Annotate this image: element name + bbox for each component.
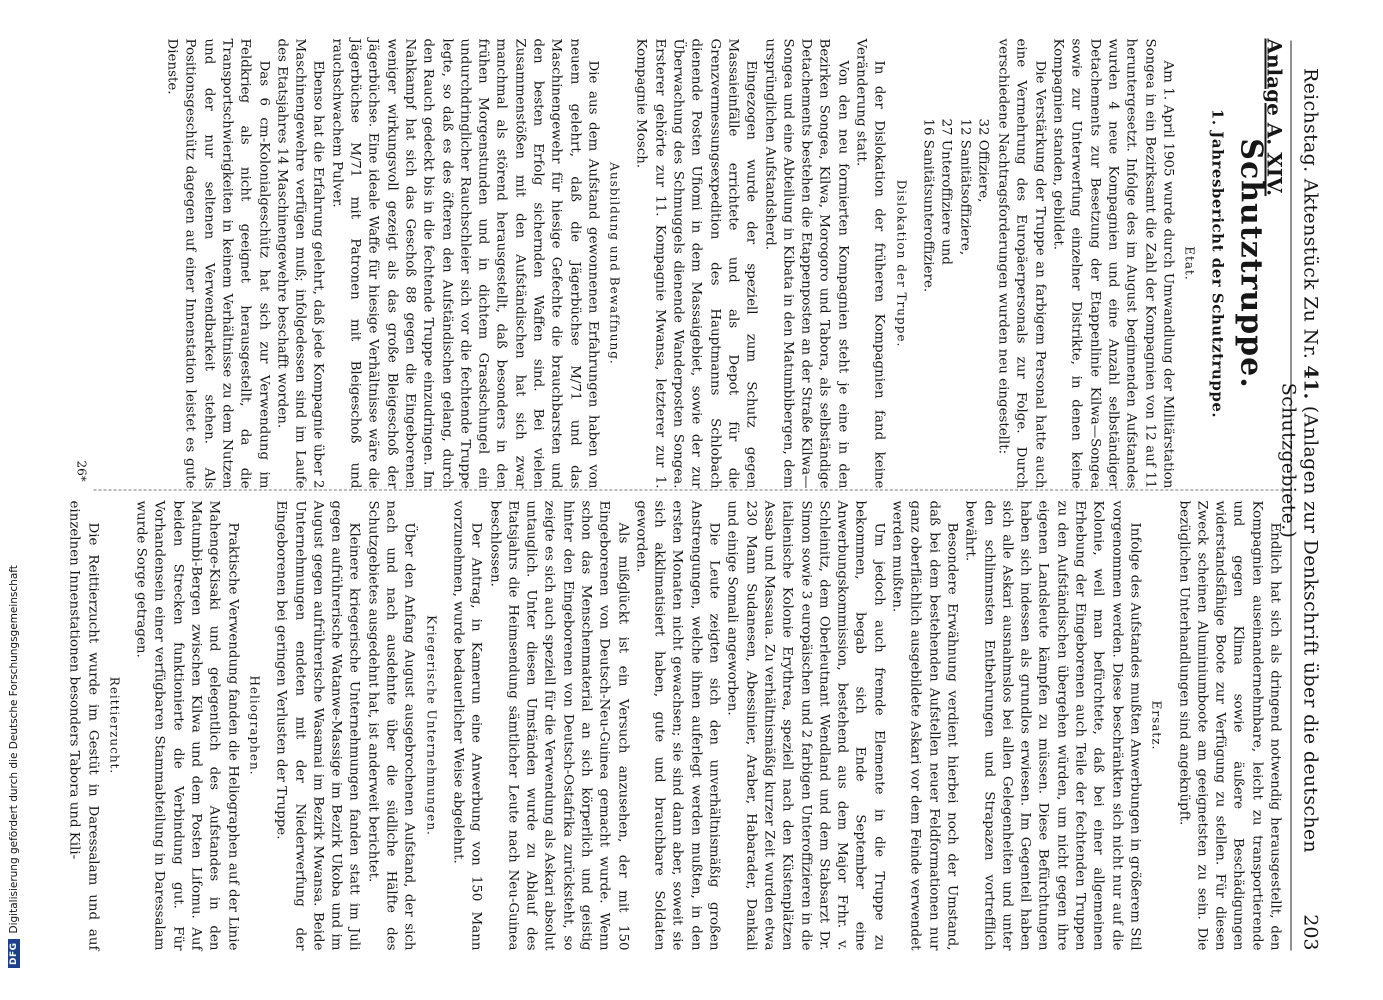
running-head-pre: Reichstag. Aktenstück Zu Nr. [1299, 67, 1321, 359]
subheading-reittierzucht: Reittierzucht. [106, 676, 121, 774]
paragraph: Das 6 cm-Kolonialgeschütz hat sich zur Verwendung im Feldkrieg als nicht geeignet herausgestellt, da die Transportschwierigkeiten in keinem Verhältnisse zu dem Nutzen und der nur seltenen Verwendbarkeit stehen. Als Positionsgeschütz dagegen auf einer Innenstation leistet es gute Dienste. [164, 38, 271, 488]
paragraph: Die aus dem Aufstand gewonnenen Erfahrungen haben von neuem gelehrt, daß die Jägerbüchse M/71 und das Maschinengewehr für hiesige Gefechte die brauchbarsten und den besten Erfolg sichernden Waffen sind. Bei vielen Zusammenstößen mit den Aufständischen hat sich zwar manchmal als störend herausgestellt, daß besonders in den frühen Morgenstunden und in dichtem Grasdschungel ein undurchdringlicher Rauchschleier sich vor die fechtende Truppe legte, so daß es des öfteren den Aufständischen gelang, durch den Rauch gedeckt bis in die fechtende Truppe einzudringen. Im Nahkampf hat sich das Geschoß 88 gegen die Eingeborenen weniger wirkungsvoll gezeigt als das große Bleigeschoß der Jägerbüchse. Eine ideale Waffe für hiesige Verhältnisse wäre die Jägerbüchse M/71 mit Patronen mit Bleigeschoß und rauchschwachem Pulver. [328, 38, 600, 488]
subheading-kriegerisch: Kriegerische Unternehmungen. [423, 614, 438, 836]
list-item: 16 Sanitätsunteroffiziere. [919, 118, 935, 292]
paragraph: Eingezogen wurde der speziell zum Schutz gegen Massaieinfälle errichtete und als Depot für die Grenzvermessungsexpedition des Hauptmanns Schlobach dienende Posten Ufiomi in dem Massaigebiet, sowie der zur Überwachung des Schmuggels dienende Wanderposten Songea. Ersterer gehörte zur 11. Kompagnie Mwansa, letzterer zur 1. Kompagnie Mosch. [633, 38, 759, 488]
list-item: 12 Sanitätsoffiziere, [956, 118, 972, 255]
paragraph: Die Leute zeigten sich den unverhältnismäßig großen Anstrengungen, welche ihnen auferlegt werden mußten, in den ersten Monaten nicht gewachsen; sie sind dann aber, soweit sie sich akklimatisiert haben, gute und brauchbare Soldaten geworden. [632, 500, 722, 950]
paragraph: Der Antrag, in Kamerun eine Anwerbung von 150 Mann vorzunehmen, wurde bedauerlicher Weise abgelehnt. [449, 500, 484, 950]
signature-mark: 26* [74, 460, 88, 482]
list-item: 27 Unteroffiziere und [938, 118, 954, 265]
paragraph: Die Reittierzucht wurde im Gestüt in Daressalam und auf einzelnen Innenstationen besonders Tabora und Kili- [66, 500, 100, 950]
paragraph: Um jedoch auch fremde Elemente in die Truppe zu bekommen, begab sich Ende September eine Anwerbungskommission, bestehend aus dem Major Frhr. v. Schleinitz, dem Oberleutnant Wendland und dem Stabsarzt Dr. Simon sowie 3 europäischen und 2 farbigen Unteroffizieren in die italienische Kolonie Erythrea, speziell nach den Küstenplätzen Assab und Massaua. Zu verhältnismäßig kurzer Zeit wurden etwa 230 Mann Sudanesen, Abessinier, Araber, Habarader, Dankali und einige Somali angeworben. [724, 500, 886, 950]
credit-text: Digitalisierung gefördert durch die Deutsche Forschungsgemeinschaft [8, 565, 20, 934]
annex-label: Anlage A. XIV. [1262, 38, 1286, 196]
paragraph: Praktische Verwendung fanden die Heliographen auf der Linie Mahenge-Kisaki und gelegentlich des Aufstandes in den Matumbi-Bergen zwischen Kilwa und dem Posten Lifomu. Auf beiden Strecken funktionierte die Verbindung gut. Für Vorhandensein einer verfügbaren Stammabteilung in Daressalam wurde Sorge getragen. [133, 500, 240, 950]
document-title: Schutztruppe. [1232, 137, 1268, 389]
paragraph: In der Dislokation der früheren Kompagnien fand keine Veränderung statt. [853, 38, 887, 488]
subheading-etat: Etat. [1182, 245, 1197, 281]
section-title: 1. Jahresbericht der Schutztruppe. [1208, 108, 1227, 418]
subheading-ausbildung: Ausbildung und Bewaffnung. [607, 161, 622, 365]
running-head-post: (Anlagen zur Denkschrift über die deutschen Schutzgebiete.) [1277, 382, 1321, 853]
page-number: 203 [1299, 913, 1321, 950]
column-divider [93, 489, 1283, 490]
paragraph: Endlich hat sich als dringend notwendig herausgestellt, den Kompagnien auseinandernehmbare, leicht zu transportierende und gegen Klima sowie äußere Beschädigungen widerstandsfähige Boote zur Verfügung zu stellen. Für diesen Zweck scheinen Aluminiumboote am geeignetsten zu sein. Die bezüglichen Unterhandlungen sind angeknüpft. [1175, 500, 1282, 950]
right-column [64, 500, 1283, 950]
paragraph: Infolge des Aufstandes mußten Anwerbungen in größerem Stil vorgenommen werden. Diese beschränkten sich nicht nur auf die Kolonie, weil man befürchtete, daß bei einer allgemeinen Erhebung der Eingeborenen auch Teile der fechtenden Truppen zu den Aufständischen übergehen würden, um nicht gegen ihre eigenen Landsleute kämpfen zu müssen. Diese Befürchtungen haben sich indessen als grundlos erwiesen. Im Gegenteil haben sich alle Askari ausnahmslos bei allen Gelegenheiten und unter den schlimmsten Entbehrungen und Strapazen vortrefflich bewährt. [962, 500, 1142, 950]
paragraph: Als mißglückt ist ein Versuch anzusehen, der mit 150 Eingeborenen von Deutsch-Neu-Guinea gemacht wurde. Wenn schon das Menschenmaterial an sich körperlich und geistig hinter den Eingeborenen von Deutsch-Ostafrika zurücksteht, so zeigte es sich auch speziell für die Verwendung als Askari absolut untauglich. Unter diesen Umständen wurde zu Ablauf des Etatsjahrs die Heimsendung sämtlicher Leute nach Neu-Guinea beschlossen. [486, 500, 630, 950]
running-head-number: 41. [1299, 365, 1321, 399]
subheading-ersatz: Ersatz. [1149, 700, 1164, 750]
subheading-heliographen: Heliographen. [246, 674, 261, 776]
left-column [162, 38, 1286, 488]
paragraph: Über den Anfang August ausgebrochenen Aufstand, der sich nach und nach ausdehnte über die südliche Hälfte des Schutzgebietes ausgedehnt hat, ist anderweit berichtet. [364, 500, 417, 950]
paragraph: Besondere Erwähnung verdient hierbei noch der Umstand, daß bei dem bestehenden Aufstellen neuer Feldformationen nur ganz oberflächlich ausgebildete Askari vor dem Feinde verwendet werden mußten. [889, 500, 959, 950]
digitization-credit [1, 20, 20, 980]
paragraph: Die Verstärkung der Truppe an farbigem Personal hatte auch eine Vermehrung des Europäerpersonals zur Folge. Durch verschiedene Nachtragsforderungen wurden neu eingestellt: [995, 38, 1047, 488]
paragraph: Kleinere kriegerische Unternehmungen fanden statt im Juli gegen aufrührerische Watanwe-Massige im Bezirk Ukoba und im August gegen aufrührerische Wasamai im Bezirk Mwansa. Beide Unternehmungen endeten mit der Niederwerfung der Eingeborenen bei geringen Verlusten der Truppe. [273, 500, 362, 950]
personnel-list [918, 118, 991, 488]
paragraph: Ebenso hat die Erfahrung gelehrt, daß jede Kompagnie über 2 Maschinengewehre verfügen muß; infolgedessen sind im Laufe des Etatsjahres 14 Maschinengewehre beschafft worden. [273, 38, 326, 488]
paragraph: Von den neu formierten Kompagnien steht je eine in den Bezirken Songea, Kilwa, Morogoro und Tabora, als selbständige Detachements bestehen die Etappenposten an der Straße Kilwa—Songea und eine Abteilung in Kibata in den Matumbibergen, dem ursprünglichen Aufstandsherd. [761, 38, 850, 488]
list-item: 32 Offiziere, [974, 118, 990, 202]
dfg-logo: DFG [8, 939, 20, 968]
running-header [1277, 40, 1327, 950]
paragraph: Am 1. April 1905 wurde durch Umwandlung der Militärstation Songea in ein Bezirksamt die Zahl der Kompagnien von 12 auf 11 heruntergesetzt. Infolge des im August beginnenden Aufstandes wurden 4 neue Kompagnien und eine Anzahl selbständiger Detachements zur Besetzung der Etappenlinie Kilwa—Songea sowie zur Unterwerfung einzelner Distrikte, in denen keine Kompagnien standen, gebildet. [1050, 38, 1175, 488]
subheading-dislokation: Dislokation der Truppe. [893, 179, 908, 347]
